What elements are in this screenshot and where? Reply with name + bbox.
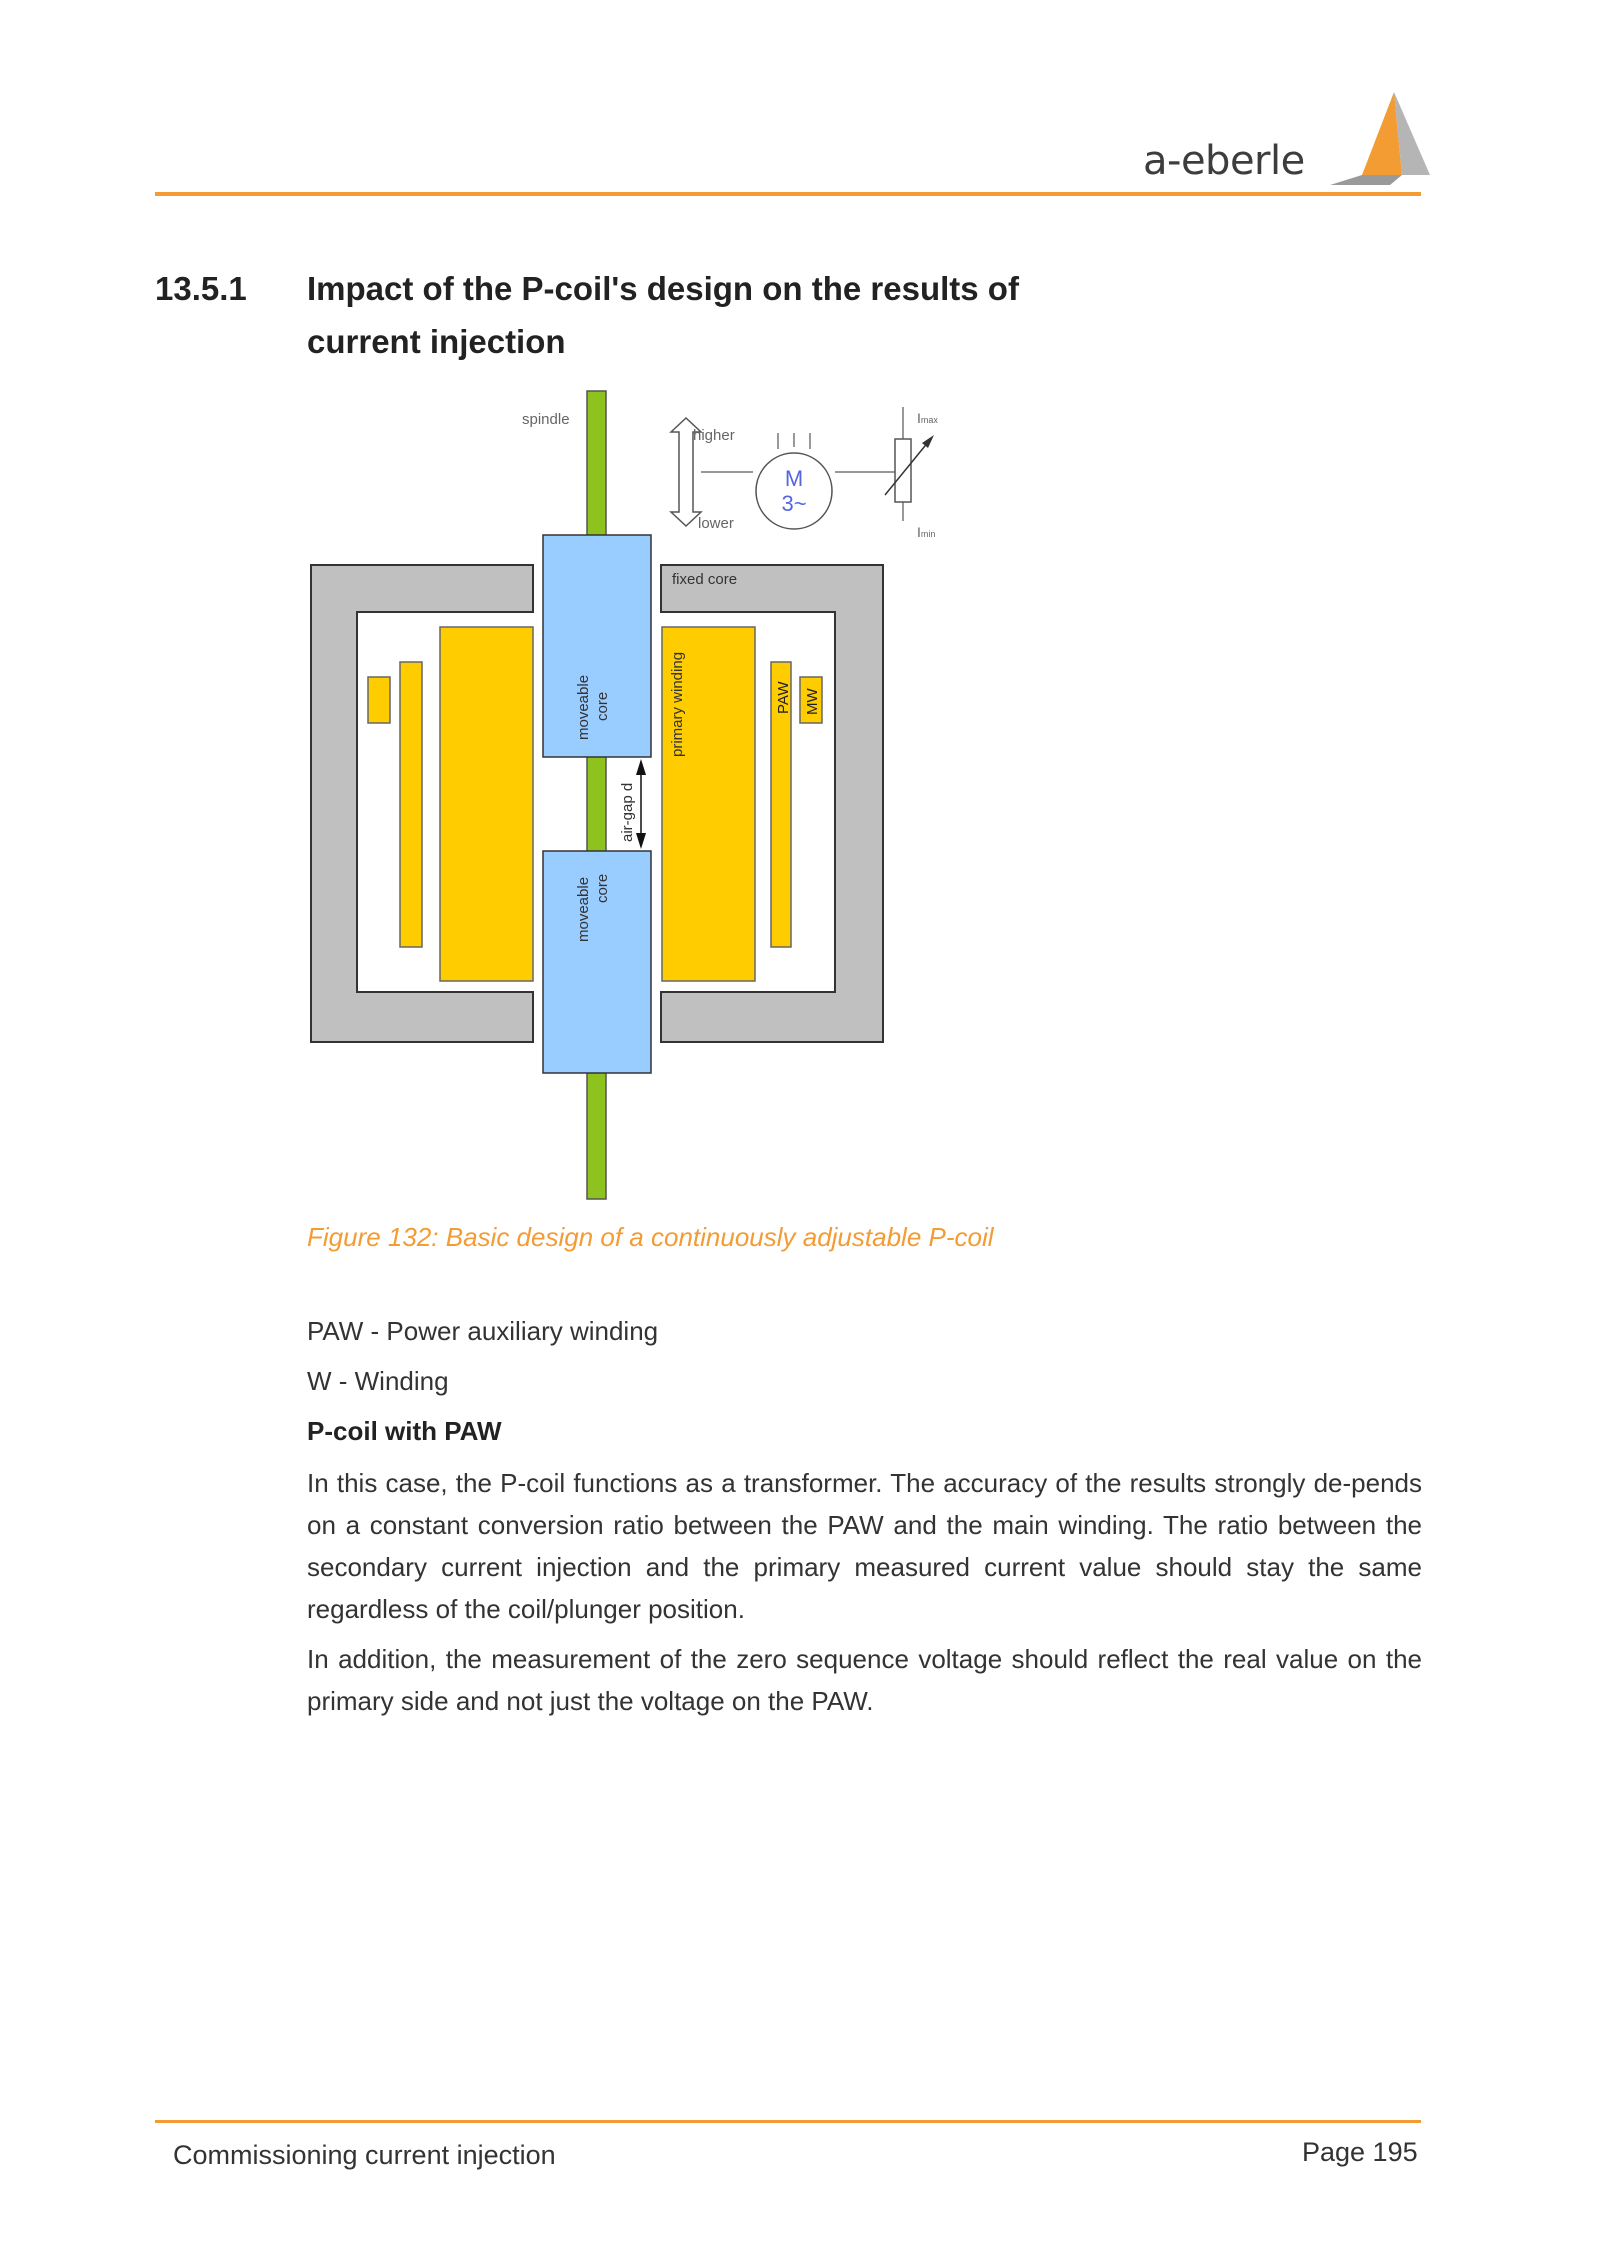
figure-caption: Figure 132: Basic design of a continuously adjustable P-coil <box>307 1222 994 1252</box>
air-gap-label: air-gap d <box>619 782 636 842</box>
motor-phase-label: 3~ <box>781 491 807 516</box>
footer-rule <box>155 2120 1421 2123</box>
imax-label: Imax <box>917 410 938 426</box>
spindle-label: spindle <box>522 411 570 428</box>
legend-w: W - Winding <box>307 1366 449 1396</box>
section-title-line2: current injection <box>307 323 566 360</box>
auxiliary-winding-left <box>400 662 422 947</box>
header-rule <box>155 192 1421 196</box>
spindle <box>587 391 606 1199</box>
legend-paw: PAW - Power auxiliary winding <box>307 1316 659 1346</box>
paragraph-1: In this case, the P-coil functions as a transformer. The accuracy of the results strongly de-pends on a constant conversion ratio between the PAW and the main winding. The ratio between the secondary current injection and the primary measured current value should stay the same regardless of the coil/plunger position. <box>307 1468 1422 1624</box>
moveable-core-upper <box>543 535 651 757</box>
fixed-core-label: fixed core <box>672 571 738 588</box>
moveable-core-lower-label-1: moveable <box>575 876 592 942</box>
paw-label: PAW <box>775 681 792 714</box>
section-title-line1: Impact of the P-coil's design on the results of <box>307 270 1019 307</box>
imin-label: Imin <box>917 524 936 540</box>
motor-m-label: M <box>784 466 804 491</box>
subheading: P-coil with PAW <box>307 1416 502 1446</box>
primary-winding-label: primary winding <box>669 651 686 757</box>
rheostat <box>895 439 911 502</box>
higher-label: higher <box>693 427 735 444</box>
moveable-core-upper-label-1: moveable <box>575 674 592 740</box>
section-number: 13.5.1 <box>155 270 247 307</box>
lower-label: lower <box>698 515 734 532</box>
footer-title: Commissioning current injection <box>173 2140 556 2170</box>
paragraph-2: In addition, the measurement of the zero sequence voltage should reflect the real value on the primary side and not just the voltage on the PAW. <box>307 1644 1422 1716</box>
small-winding-left <box>368 677 390 723</box>
moveable-core-upper-label-2: core <box>594 691 611 721</box>
page-number: Page 195 <box>1302 2137 1418 2167</box>
primary-winding-left <box>440 627 533 981</box>
logo-text: a-eberle <box>1143 138 1305 184</box>
moveable-core-lower-label-2: core <box>594 873 611 903</box>
p-coil-diagram <box>305 385 965 1205</box>
mw-label: MW <box>804 688 821 715</box>
